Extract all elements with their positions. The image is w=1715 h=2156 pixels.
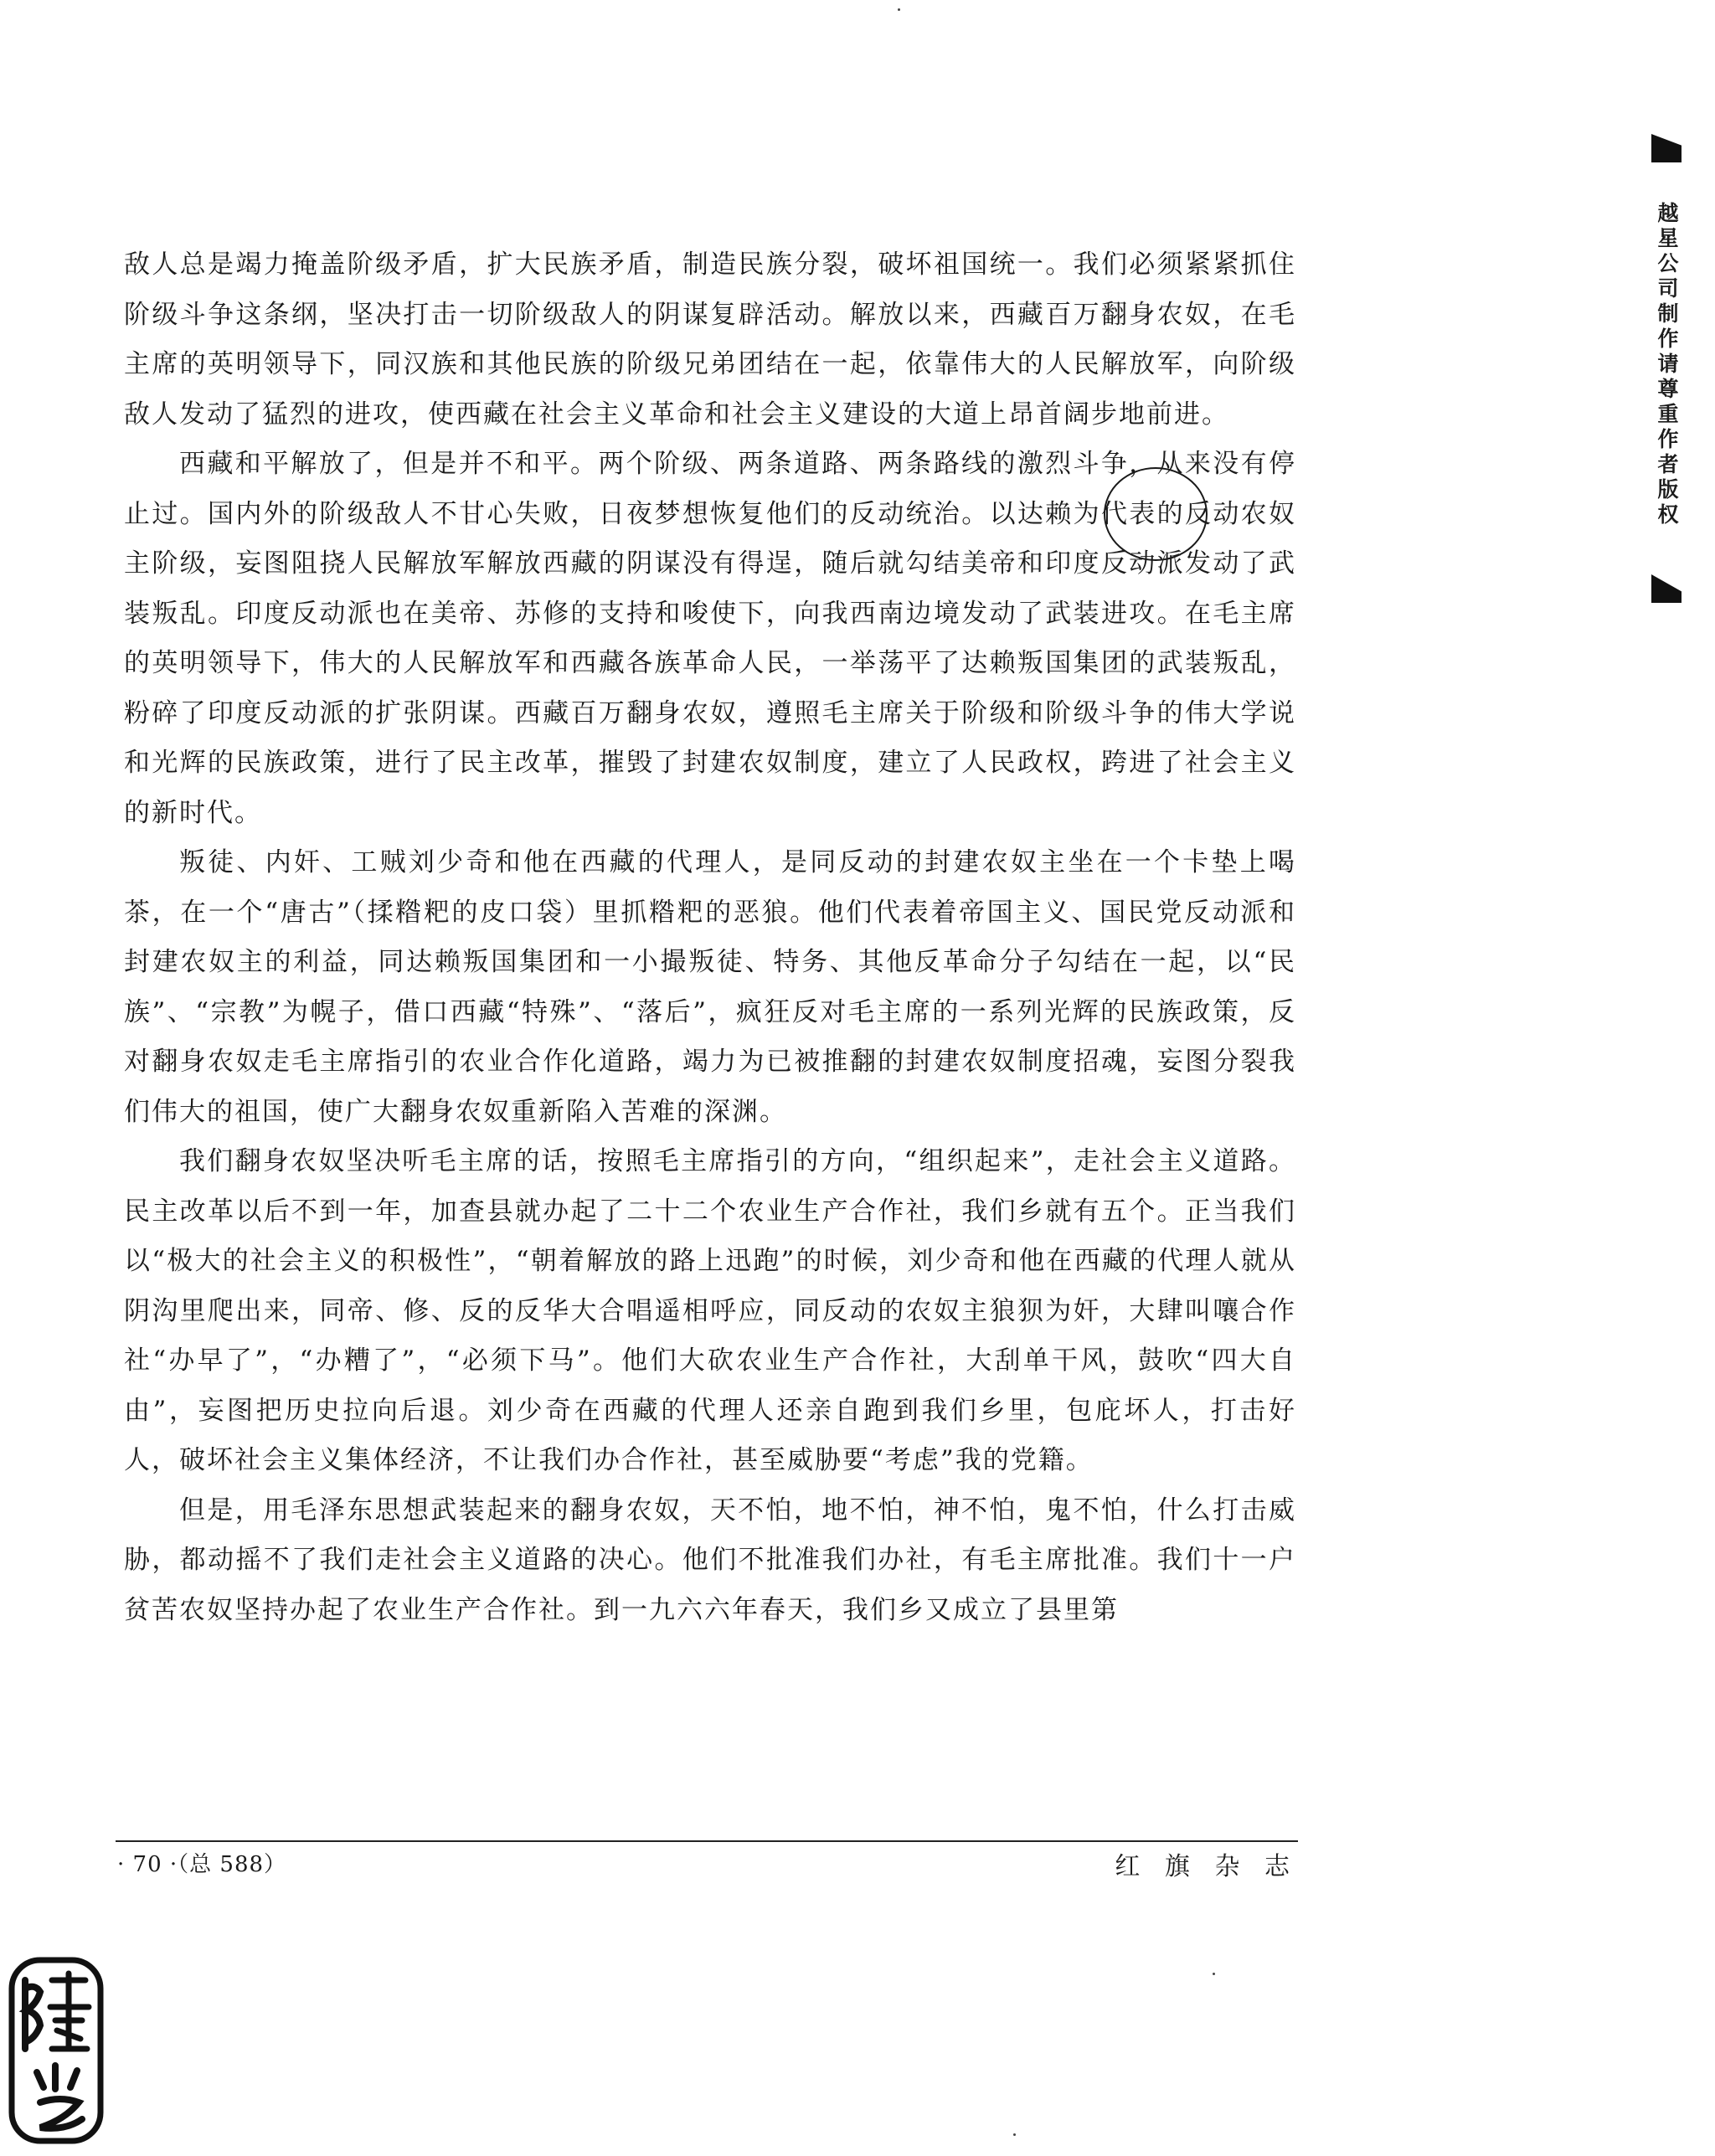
- side-copyright-strip: [1651, 134, 1685, 603]
- article-body: [124, 240, 1296, 1635]
- side-bar-top-marker: [1651, 134, 1682, 162]
- paragraph-3: 叛徒、内奸、工贼刘少奇和他在西藏的代理人，是同反动的封建农奴主坐在一个卡垫上喝茶，在一个“唐古”（揉糌粑的皮口袋）里抓糌粑的恶狼。他们代表着帝国主义、国民党反动派和封建农奴主的利益，同达赖叛国集团和一小撮叛徒、特务、其他反革命分子勾结在一起，以“民族”、“宗教”为幌子，借口西藏“特殊”、“落后”，疯狂反对毛主席的一系列光辉的民族政策，反对翻身农奴走毛主席指引的农业合作化道路，竭力为已被推翻的封建农奴制度招魂，妄图分裂我们伟大的祖国，使广大翻身农奴重新陷入苦难的深渊。: [124, 847, 1296, 1127]
- scan-speck: [1213, 1973, 1215, 1975]
- paragraph-2: 西藏和平解放了，但是并不和平。两个阶级、两条道路、两条路线的激烈斗争，从来没有停止过。国内外的阶级敌人不甘心失败，日夜梦想恢复他们的反动统治。以达赖为代表的反动农奴主阶级，妄图阻挠人民解放军解放西藏的阴谋没有得逞，随后就勾结美帝和印度反动派发动了武装叛乱。印度反动派也在美帝、苏修的支持和唆使下，向我西南边境发动了武装进攻。在毛主席的英明领导下，伟大的人民解放军和西藏各族革命人民，一举荡平了达赖叛国集团的武装叛乱，粉碎了印度反动派的扩张阴谋。西藏百万翻身农奴，遵照毛主席关于阶级和阶级斗争的伟大学说和光辉的民族政策，进行了民主改革，摧毁了封建农奴制度，建立了人民政权，跨进了社会主义的新时代。: [124, 449, 1296, 828]
- paragraph-5: 但是，用毛泽东思想武装起来的翻身农奴，天不怕，地不怕，神不怕，鬼不怕，什么打击威胁，都动摇不了我们走社会主义道路的决心。他们不批准我们办社，有毛主席批准。我们十一户贫苦农奴坚持办起了农业生产合作社。到一九六六年春天，我们乡又成立了县里第: [124, 1495, 1296, 1625]
- scan-speck: [898, 8, 900, 11]
- paragraph-4: 我们翻身农奴坚决听毛主席的话，按照毛主席指引的方向，“组织起来”，走社会主义道路。民主改革以后不到一年，加查县就办起了二十二个农业生产合作社，我们乡就有五个。正当我们以“极大的社会主义的积极性”，“朝着解放的路上迅跑”的时候，刘少奇和他在西藏的代理人就从阴沟里爬出来，同帝、修、反的反华大合唱遥相呼应，同反动的农奴主狼狈为奸，大肆叫嚷合作社“办早了”，“办糟了”，“必须下马”。他们大砍农业生产合作社，大刮单干风，鼓吹“四大自由”，妄图把历史拉向后退。刘少奇在西藏的代理人还亲自跑到我们乡里，包庇坏人，打击好人，破坏社会主义集体经济，不让我们办合作社，甚至威胁要“考虑”我的党籍。: [124, 1146, 1296, 1475]
- side-copyright-text: 越星公司制作请尊重作者版权: [1655, 202, 1679, 528]
- footer-journal-name: 红 旗 杂 志: [1115, 1852, 1298, 1881]
- footer-page-number: · 70 ·（总 588）: [117, 1852, 287, 1877]
- seal-stamp-icon: [7, 1955, 106, 2146]
- side-bar-bottom-marker: [1651, 574, 1682, 603]
- scan-speck: [1013, 2133, 1016, 2136]
- footer-rule: [116, 1840, 1298, 1842]
- paragraph-1: 敌人总是竭力掩盖阶级矛盾，扩大民族矛盾，制造民族分裂，破坏祖国统一。我们必须紧紧抓住阶级斗争这条纲，坚决打击一切阶级敌人的阴谋复辟活动。解放以来，西藏百万翻身农奴，在毛主席的英明领导下，同汉族和其他民族的阶级兄弟团结在一起，依靠伟大的人民解放军，向阶级敌人发动了猛烈的进攻，使西藏在社会主义革命和社会主义建设的大道上昂首阔步地前进。: [124, 250, 1296, 430]
